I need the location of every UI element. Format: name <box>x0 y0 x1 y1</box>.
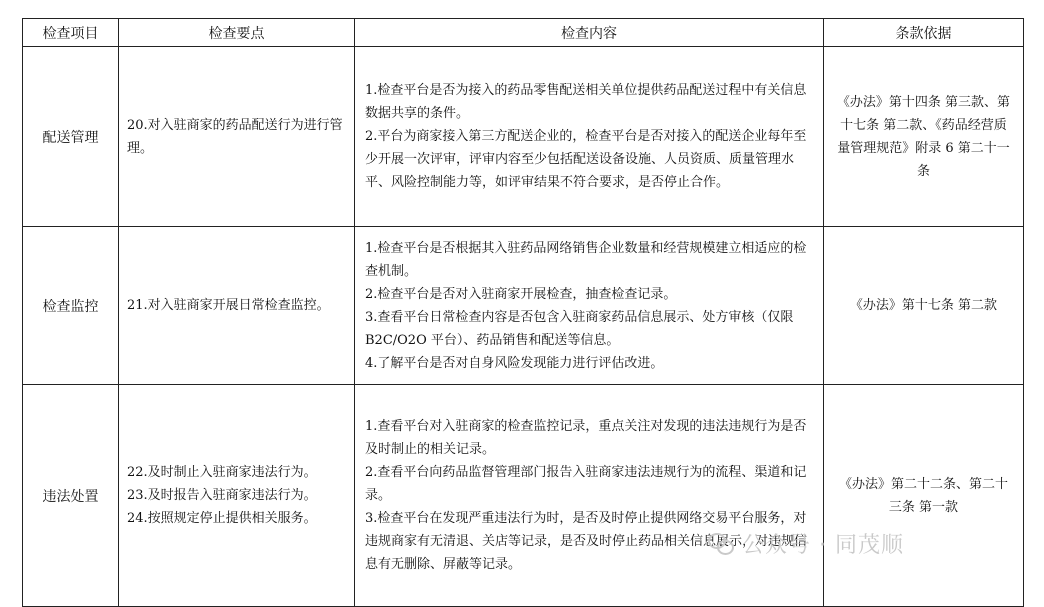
point-text: 23.及时报告入驻商家违法行为。 <box>127 488 317 503</box>
table-header-row <box>23 19 1024 47</box>
point-text: 24.按照规定停止提供相关服务。 <box>127 511 317 526</box>
inspection-table <box>22 18 1024 607</box>
table-row-delivery <box>23 47 1024 227</box>
content-text: 3.检查平台在发现严重违法行为时，是否及时停止提供网络交易平台服务，对违规商家有无清退、关店等记录，是否及时停止药品相关信息展示，对违规信息有无删除、屏蔽等记录。 <box>365 511 808 572</box>
point-text: 20.对入驻商家的药品配送行为进行管理。 <box>127 117 343 156</box>
content-cell <box>355 385 824 607</box>
content-cell <box>355 47 824 227</box>
content-text: 3.查看平台日常检查内容是否包含入驻商家药品信息展示、处方审核（仅限 B2C/O2O 平台）、药品销售和配送等信息。 <box>365 309 794 348</box>
item-cell: 检查监控 <box>23 227 119 385</box>
content-text: 1.检查平台是否根据其入驻药品网络销售企业数量和经营规模建立相适应的检查机制。 <box>365 240 807 279</box>
item-cell: 配送管理 <box>23 47 119 227</box>
header-basis: 条款依据 <box>824 19 1024 47</box>
content-text: 2.查看平台向药品监督管理部门报告入驻商家违法违规行为的流程、渠道和记录。 <box>365 465 807 503</box>
content-text: 1.检查平台是否为接入的药品零售配送相关单位提供药品配送过程中有关信息数据共享的条件。 <box>365 83 807 121</box>
basis-cell: 《办法》第十四条 第三款、第十七条 第二款、《药品经营质量管理规范》附录 6 第二十一条 <box>824 47 1024 227</box>
table-row-violation <box>23 385 1024 607</box>
watermark <box>708 528 904 559</box>
content-text: 2.平台为商家接入第三方配送企业的，检查平台是否对接入的配送企业每年至少开展一次评审，评审内容至少包括配送设备设施、人员资质、质量管理水平、风险控制能力等，如评审结果不符合要求，是否停止合作。 <box>365 129 807 190</box>
basis-cell: 《办法》第二十二条、第二十三条 第一款 <box>824 385 1024 607</box>
item-cell: 违法处置 <box>23 385 119 607</box>
header-item: 检查项目 <box>23 19 119 47</box>
points-cell <box>119 385 355 607</box>
header-content: 检查内容 <box>355 19 824 47</box>
point-text: 22.及时制止入驻商家违法行为。 <box>127 465 317 480</box>
content-text: 4.了解平台是否对自身风险发现能力进行评估改进。 <box>365 355 664 371</box>
table-row-monitoring <box>23 227 1024 385</box>
points-cell <box>119 47 355 227</box>
content-text: 2.检查平台是否对入驻商家开展检查，抽查检查记录。 <box>365 286 677 302</box>
points-cell <box>119 227 355 385</box>
header-points: 检查要点 <box>119 19 355 47</box>
basis-cell: 《办法》第十七条 第二款 <box>824 227 1024 385</box>
wechat-icon <box>708 533 734 555</box>
watermark-text: 公众号 · 同茂顺 <box>742 533 904 558</box>
content-text: 1.查看平台对入驻商家的检查监控记录，重点关注对发现的违法违规行为是否及时制止的相关记录。 <box>365 419 807 457</box>
content-cell <box>355 227 824 385</box>
point-text: 21.对入驻商家开展日常检查监控。 <box>127 298 330 313</box>
